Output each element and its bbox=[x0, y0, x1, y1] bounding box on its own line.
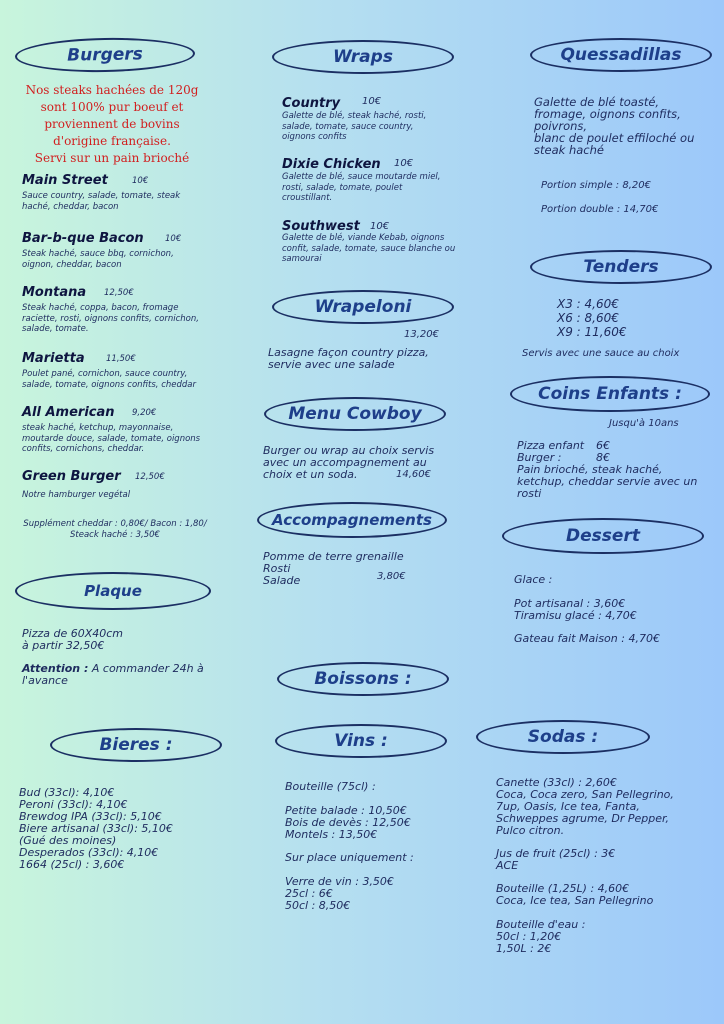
desc-line: raciette, rosti, oignons confits, cornichon, bbox=[22, 313, 199, 324]
menu-cowboy-price: 14,60€ bbox=[396, 469, 431, 480]
burger-name: Main Street bbox=[22, 173, 108, 188]
desc-line: steak haché bbox=[534, 143, 604, 157]
burger-name: All American bbox=[22, 405, 115, 420]
tender-price: X3 : 4,60€ bbox=[557, 297, 619, 311]
burger-price: 9,20€ bbox=[132, 408, 157, 418]
soda-line: Coca, Ice tea, San Pellegrino bbox=[496, 894, 654, 907]
tenders-prices bbox=[557, 297, 627, 339]
desc-line: fromage, oignons confits, bbox=[534, 107, 681, 121]
desc-line: Galette de blé, viande Kebab, oignons bbox=[282, 233, 445, 243]
kids-burger: Burger : bbox=[517, 451, 562, 464]
vins-sur-place: Sur place uniquement : bbox=[285, 851, 414, 864]
wine-item: 25cl : 6€ bbox=[285, 887, 333, 900]
burger-name: Marietta bbox=[22, 351, 85, 366]
quesadillas-header: Quessadillas bbox=[530, 38, 712, 72]
wrap-desc bbox=[282, 233, 455, 265]
wine-item: Petite balade : 10,50€ bbox=[285, 804, 407, 817]
kids-pizza: Pizza enfant bbox=[517, 439, 585, 452]
dessert-glace: Glace : bbox=[514, 573, 553, 586]
soda-line: Jus de fruit (25cl) : 3€ bbox=[496, 847, 616, 860]
desc-line: Steak haché, coppa, bacon, fromage bbox=[22, 303, 179, 313]
burger-desc bbox=[22, 303, 199, 335]
bieres-list bbox=[19, 787, 173, 871]
tenders-header: Tenders bbox=[530, 250, 712, 284]
desc-line: choix et un soda. bbox=[263, 468, 358, 481]
quesadillas-desc bbox=[534, 96, 694, 156]
wrap-price: 10€ bbox=[370, 221, 390, 232]
kids-pizza-price: 6€ bbox=[596, 439, 610, 452]
side-item: Rosti bbox=[263, 562, 291, 575]
wine-item: Montels : 13,50€ bbox=[285, 828, 378, 841]
desc-line: poivrons, bbox=[534, 119, 588, 133]
tender-price: X9 : 11,60€ bbox=[557, 325, 627, 339]
accompagnements-price: 3,80€ bbox=[377, 571, 406, 582]
sodas-bouteille bbox=[496, 883, 653, 907]
desc-line: confit, salade, tomate, sauce blanche ou bbox=[282, 243, 456, 254]
wrapeloni-price: 13,20€ bbox=[404, 329, 439, 340]
burger-price: 10€ bbox=[132, 176, 149, 186]
burger-supplement bbox=[15, 519, 215, 540]
desc-line: Galette de blé toasté, bbox=[534, 95, 660, 109]
desc-line: ketchup, cheddar servie avec un bbox=[517, 475, 698, 488]
burger-price: 10€ bbox=[165, 234, 182, 244]
desc-line: Sauce country, salade, tomate, steak bbox=[22, 191, 181, 201]
tender-price: X6 : 8,60€ bbox=[557, 311, 619, 325]
desc-line: confits, cornichons, cheddar. bbox=[22, 444, 145, 454]
sodas-eau bbox=[496, 919, 585, 955]
desc-line: moutarde douce, salade, tomate, oignons bbox=[22, 433, 201, 444]
attention-line: l'avance bbox=[22, 674, 68, 687]
desc-line: haché, cheddar, bacon bbox=[22, 201, 119, 212]
soda-line: 7up, Oasis, Ice tea, Fanta, bbox=[496, 800, 640, 813]
menu-cowboy-header: Menu Cowboy bbox=[264, 397, 446, 431]
wrap-desc bbox=[282, 111, 426, 143]
side-item: Salade bbox=[263, 574, 301, 587]
sodas-header: Sodas : bbox=[476, 720, 650, 754]
wrap-name: Dixie Chicken bbox=[282, 157, 381, 172]
desc-line: Lasagne façon country pizza, bbox=[268, 346, 429, 359]
bieres-header: Bieres : bbox=[50, 728, 222, 762]
plaque-header: Plaque bbox=[15, 572, 211, 610]
burger-name: Bar-b-que Bacon bbox=[22, 231, 144, 246]
burger-price: 12,50€ bbox=[104, 288, 134, 298]
wrap-name: Country bbox=[282, 96, 341, 111]
wrap-price: 10€ bbox=[394, 158, 414, 169]
desc-line: Steak haché, sauce bbq, cornichon, bbox=[22, 249, 174, 259]
soda-line: 50cl : 1,20€ bbox=[496, 930, 562, 943]
vins-bottles bbox=[285, 805, 411, 841]
wine-item: Verre de vin : 3,50€ bbox=[285, 875, 394, 888]
desc-line: rosti bbox=[517, 487, 542, 500]
desc-line: Galette de blé, steak haché, rosti, bbox=[282, 111, 427, 121]
desc-line: croustillant. bbox=[282, 193, 333, 203]
wrapeloni-desc bbox=[268, 347, 429, 371]
soda-line: ACE bbox=[496, 859, 519, 872]
desc-line: Galette de blé, sauce moutarde miel, bbox=[282, 172, 441, 182]
plaque-desc bbox=[22, 628, 123, 652]
boissons-header: Boissons : bbox=[277, 662, 449, 696]
plaque-attention bbox=[22, 663, 204, 687]
tenders-note: Servis avec une sauce au choix bbox=[522, 348, 680, 359]
wine-item: 50cl : 8,50€ bbox=[285, 899, 351, 912]
burgers-intro bbox=[12, 82, 212, 167]
dessert-pot: Pot artisanal : 3,60€ bbox=[514, 597, 626, 610]
desc-line: blanc de poulet effiloché ou bbox=[534, 131, 695, 145]
burger-name: Green Burger bbox=[22, 469, 121, 484]
soda-line: Bouteille (1,25L) : 4,60€ bbox=[496, 882, 630, 895]
kids-age: Jusqu'à 10ans bbox=[609, 418, 679, 429]
desc-line: samourai bbox=[282, 254, 322, 264]
beer-item: Peroni (33cl): 4,10€ bbox=[19, 798, 128, 811]
beer-item: Bud (33cl): 4,10€ bbox=[19, 786, 115, 799]
soda-line: Pulco citron. bbox=[496, 824, 565, 837]
wrap-name: Southwest bbox=[282, 219, 360, 234]
burger-price: 12,50€ bbox=[135, 472, 165, 482]
vins-bouteille: Bouteille (75cl) : bbox=[285, 780, 376, 793]
coins-enfants-header: Coins Enfants : bbox=[510, 376, 710, 412]
side-item: Pomme de terre grenaille bbox=[263, 550, 404, 563]
dessert-gateau: Gateau fait Maison : 4,70€ bbox=[514, 632, 660, 645]
desc-line: salade, tomate. bbox=[22, 324, 89, 334]
intro-line: proviennent de bovins bbox=[44, 117, 180, 131]
beer-item: Brewdog IPA (33cl): 5,10€ bbox=[19, 810, 162, 823]
desc-line: Notre hamburger vegétal bbox=[22, 490, 131, 500]
quesadillas-simple: Portion simple : 8,20€ bbox=[541, 180, 651, 191]
kids-burger-price: 8€ bbox=[596, 451, 610, 464]
desc-line: à partir 32,50€ bbox=[22, 639, 105, 652]
desc-line: salade, tomate, oignons confits, cheddar bbox=[22, 379, 196, 390]
accompagnements-header: Accompagnements bbox=[257, 502, 447, 538]
desc-line: rosti, salade, tomate, poulet bbox=[282, 182, 403, 193]
sodas-jus bbox=[496, 848, 615, 872]
vins-glasses bbox=[285, 876, 394, 912]
burger-desc bbox=[22, 191, 180, 212]
beer-item: (Gué des moines) bbox=[19, 834, 117, 847]
wraps-header: Wraps bbox=[272, 40, 454, 74]
desc-line: salade, tomate, sauce country, bbox=[282, 121, 414, 132]
desc-line: Pain brioché, steak haché, bbox=[517, 463, 663, 476]
soda-line: 1,50L : 2€ bbox=[496, 942, 552, 955]
soda-line: Canette (33cl) : 2,60€ bbox=[496, 776, 617, 789]
desc-line: oignon, cheddar, bacon bbox=[22, 259, 122, 270]
dessert-tiramisu: Tiramisu glacé : 4,70€ bbox=[514, 609, 637, 622]
desc-line: Pizza de 60X40cm bbox=[22, 627, 124, 640]
burger-name: Montana bbox=[22, 285, 87, 300]
beer-item: Desperados (33cl): 4,10€ bbox=[19, 846, 159, 859]
dessert-header: Dessert bbox=[502, 518, 704, 554]
desc-line: oignons confits bbox=[282, 132, 347, 142]
attention-text: A commander 24h à bbox=[91, 662, 204, 675]
attention-label: Attention : bbox=[22, 662, 89, 675]
desc-line: Poulet pané, cornichon, sauce country, bbox=[22, 369, 188, 379]
soda-line: Bouteille d'eau : bbox=[496, 918, 586, 931]
wrapeloni-header: Wrapeloni bbox=[272, 290, 454, 324]
burger-desc bbox=[22, 369, 196, 390]
quesadillas-double: Portion double : 14,70€ bbox=[541, 204, 659, 215]
soda-line: Coca, Coca zero, San Pellegrino, bbox=[496, 788, 674, 801]
desc-line: avec un accompagnement au bbox=[263, 456, 427, 469]
desc-line: Burger ou wrap au choix servis bbox=[263, 444, 435, 457]
wine-item: Bois de devès : 12,50€ bbox=[285, 816, 411, 829]
intro-line: Nos steaks hachées de 120g bbox=[25, 83, 199, 97]
burgers-header: Burgers bbox=[15, 36, 196, 73]
burger-desc bbox=[22, 423, 200, 455]
burger-desc bbox=[22, 490, 130, 501]
intro-line: Servi sur un pain brioché bbox=[34, 151, 190, 165]
wrap-price: 10€ bbox=[362, 96, 382, 107]
burger-desc bbox=[22, 249, 174, 270]
beer-item: Biere artisanal (33cl): 5,10€ bbox=[19, 822, 173, 835]
sodas-canette bbox=[496, 777, 674, 837]
burger-price: 11,50€ bbox=[106, 354, 136, 364]
beer-item: 1664 (25cl) : 3,60€ bbox=[19, 858, 125, 871]
kids-desc bbox=[517, 464, 697, 500]
vins-header: Vins : bbox=[275, 724, 447, 758]
desc-line: servie avec une salade bbox=[268, 358, 395, 371]
supplement-line: Steack haché : 3,50€ bbox=[70, 529, 160, 540]
intro-line: sont 100% pur boeuf et bbox=[40, 100, 184, 114]
soda-line: Schweppes agrume, Dr Pepper, bbox=[496, 812, 670, 825]
intro-line: d'origine française. bbox=[53, 134, 171, 148]
supplement-line: Supplément cheddar : 0,80€/ Bacon : 1,80/ bbox=[23, 519, 207, 529]
wrap-desc bbox=[282, 172, 441, 204]
desc-line: steak haché, ketchup, mayonnaise, bbox=[22, 423, 174, 433]
